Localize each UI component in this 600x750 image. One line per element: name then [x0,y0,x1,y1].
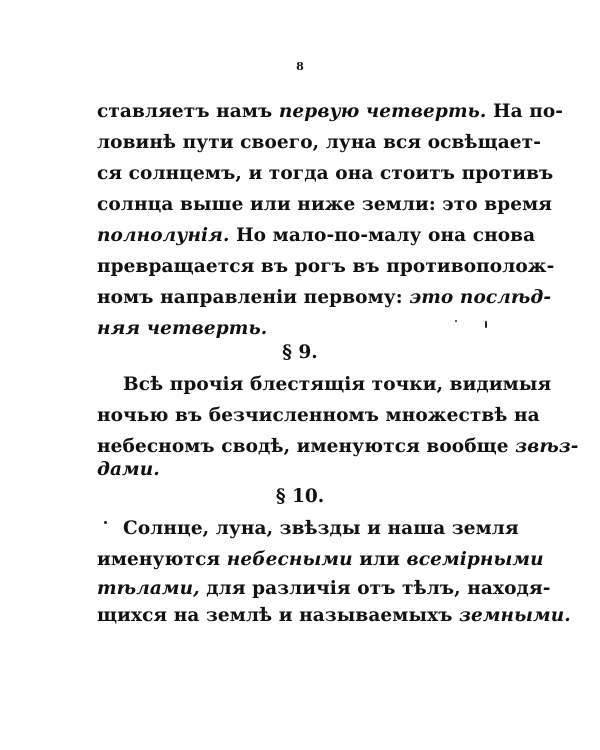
italic-term: тѣлами, [97,578,200,599]
scan-speck [104,521,107,524]
para3-line-4 [97,604,571,628]
para1-line-2: ловинѣ пути своего, луна вся освѣщает- [97,132,542,153]
para1-line-4: солнца выше или ниже земли: это время [97,194,553,215]
scan-speck [485,321,487,328]
text-span: небесномъ сводѣ, именуются вообще [97,436,516,457]
para3-line-3 [97,577,551,601]
page-number: 8 [296,60,304,73]
italic-term: небесными [226,549,353,570]
italic-term: земными. [459,605,571,626]
italic-term: няя четверть. [97,318,268,339]
text-span: для различія отъ тѣлъ, находя- [199,578,551,599]
para3-line-2 [97,548,544,572]
italic-term: это послѣд- [409,287,552,308]
para1-line-8 [97,317,501,341]
section-heading-10: § 10. [275,486,325,507]
text-span: или [352,549,407,570]
italic-term: первую четверть. [278,101,487,122]
para1-line-3: ся солнцемъ, и тогда она стоитъ противъ [97,163,554,184]
para1-line-5 [97,224,536,248]
para3-line-1: Солнце, луна, звѣзды и наша земля [123,518,519,539]
section-heading-9: § 9. [282,342,318,363]
para2-line-1: Всѣ прочія блестящія точки, видимыя [123,374,552,395]
italic-term: звѣз- [515,436,579,457]
para2-line-4 [97,458,501,482]
scan-speck [455,320,457,322]
para1-line-6: превращается въ рогъ въ противополож- [97,256,555,277]
italic-term: полнолунія. [97,225,230,246]
text-span: именуются [97,549,227,570]
para1-line-7 [97,286,552,310]
italic-term: дами. [97,459,160,480]
text-span: ставляетъ намъ [97,101,279,122]
italic-term: всемірными [406,549,544,570]
text-span: щихся на землѣ и называемыхъ [97,605,460,626]
text-span: номъ направленіи первому: [97,287,410,308]
text-span: Но мало-по-малу она снова [229,225,536,246]
text-span: На по- [486,101,564,122]
para2-line-2: ночью въ безчисленномъ множествѣ на [97,405,540,426]
para2-line-3 [97,435,579,459]
para1-line-1 [97,100,564,124]
